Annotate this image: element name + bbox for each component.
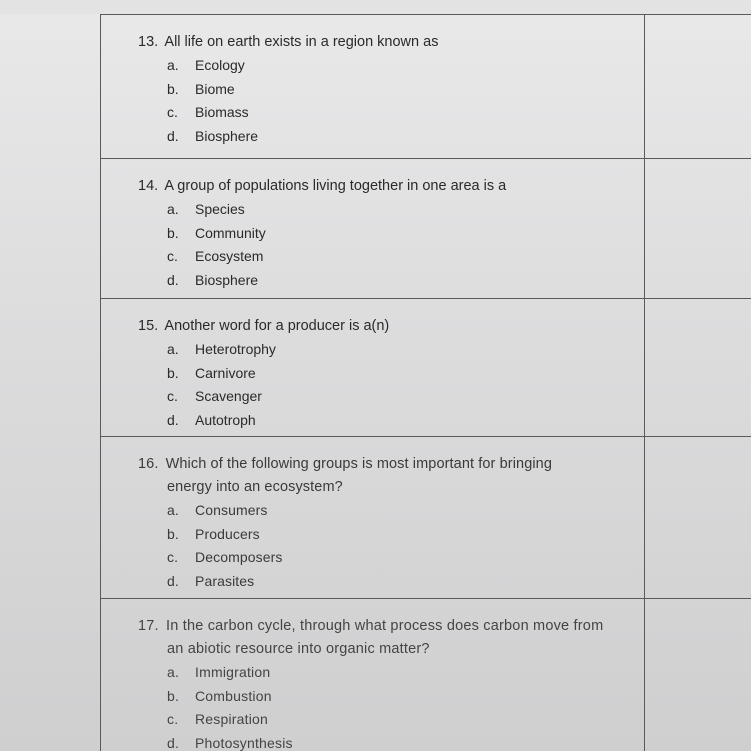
option-b <box>167 222 644 246</box>
option-letter: d. <box>167 572 179 589</box>
question-cell <box>101 599 645 751</box>
option-letter: b. <box>167 687 180 704</box>
question-cell <box>101 159 645 299</box>
question-stem <box>138 615 644 661</box>
option-text: Biomass <box>195 104 249 120</box>
question-13 <box>101 15 644 148</box>
option-d <box>167 269 644 293</box>
answer-options <box>138 499 644 593</box>
question-text: In the carbon cycle, through what process does carbon move from <box>166 618 604 634</box>
page-top-margin <box>0 0 751 14</box>
option-letter: b. <box>167 525 179 542</box>
option-text: Autotroph <box>195 411 256 428</box>
option-letter: a. <box>167 201 179 217</box>
option-letter: b. <box>167 364 179 381</box>
option-text: Biosphere <box>195 271 259 288</box>
option-text: Combustion <box>195 687 272 704</box>
option-letter: d. <box>167 127 179 144</box>
option-d <box>167 732 644 751</box>
option-text: Respiration <box>195 711 269 727</box>
option-a <box>167 198 644 222</box>
quiz-table <box>100 14 751 751</box>
answer-cell[interactable] <box>645 15 751 159</box>
option-text: Immigration <box>195 664 271 680</box>
question-17 <box>101 599 644 751</box>
question-stem <box>138 453 644 499</box>
option-c <box>167 245 644 269</box>
option-a <box>167 54 644 78</box>
option-a <box>167 338 644 362</box>
option-a <box>167 499 644 523</box>
question-stem <box>138 175 644 198</box>
question-row <box>101 159 751 299</box>
answer-options <box>138 661 644 751</box>
option-text: Parasites <box>195 572 255 589</box>
question-15 <box>101 299 644 432</box>
option-text: Decomposers <box>195 549 283 565</box>
option-c <box>167 546 644 570</box>
option-text: Biosphere <box>195 127 259 144</box>
question-cell <box>101 437 645 599</box>
question-number: 17. <box>138 618 159 634</box>
option-letter: b. <box>167 224 179 241</box>
option-letter: d. <box>167 734 180 751</box>
option-b <box>167 685 644 709</box>
answer-cell[interactable] <box>645 599 751 751</box>
option-text: Photosynthesis <box>195 734 293 751</box>
option-text: Ecology <box>195 57 245 73</box>
option-d <box>167 125 644 149</box>
option-letter: a. <box>167 502 179 518</box>
question-cell <box>101 299 645 437</box>
question-number: 15. <box>138 318 159 334</box>
answer-options <box>138 338 644 432</box>
option-text: Scavenger <box>195 388 262 404</box>
question-text-continued: an abiotic resource into organic matter? <box>167 641 430 657</box>
option-letter: a. <box>167 341 179 357</box>
option-letter: b. <box>167 80 179 97</box>
option-b <box>167 523 644 547</box>
question-number: 13. <box>138 34 159 50</box>
option-letter: d. <box>167 411 179 428</box>
option-b <box>167 362 644 386</box>
option-text: Producers <box>195 525 260 542</box>
option-letter: a. <box>167 57 179 73</box>
option-letter: a. <box>167 664 180 680</box>
option-text: Community <box>195 224 266 241</box>
option-text: Heterotrophy <box>195 341 276 357</box>
question-row <box>101 15 751 159</box>
question-text: Another word for a producer is a(n) <box>164 318 390 334</box>
question-number: 14. <box>138 178 159 194</box>
question-number: 16. <box>138 456 159 472</box>
option-letter: c. <box>167 388 178 404</box>
option-letter: c. <box>167 104 178 120</box>
question-text-continued: energy into an ecosystem? <box>167 479 343 495</box>
option-text: Carnivore <box>195 364 256 381</box>
question-row <box>101 437 751 599</box>
question-cell <box>101 15 645 159</box>
option-c <box>167 385 644 409</box>
question-text: A group of populations living together in one area is a <box>164 178 507 194</box>
option-b <box>167 78 644 102</box>
option-a <box>167 661 644 685</box>
question-stem <box>138 315 644 338</box>
answer-options <box>138 54 644 148</box>
option-letter: c. <box>167 711 179 727</box>
option-letter: d. <box>167 271 179 288</box>
question-row <box>101 599 751 751</box>
option-text: Ecosystem <box>195 248 264 264</box>
option-text: Species <box>195 201 245 217</box>
answer-options <box>138 198 644 292</box>
answer-cell[interactable] <box>645 159 751 299</box>
question-row <box>101 299 751 437</box>
option-c <box>167 708 644 732</box>
answer-cell[interactable] <box>645 437 751 599</box>
answer-cell[interactable] <box>645 299 751 437</box>
question-text: All life on earth exists in a region known as <box>164 34 439 50</box>
question-16 <box>101 437 644 593</box>
option-text: Consumers <box>195 502 268 518</box>
option-letter: c. <box>167 549 179 565</box>
option-d <box>167 409 644 433</box>
option-d <box>167 570 644 594</box>
option-letter: c. <box>167 248 178 264</box>
question-14 <box>101 159 644 292</box>
question-text: Which of the following groups is most important for bringing <box>165 456 553 472</box>
option-text: Biome <box>195 80 235 97</box>
option-c <box>167 101 644 125</box>
question-stem <box>138 31 644 54</box>
